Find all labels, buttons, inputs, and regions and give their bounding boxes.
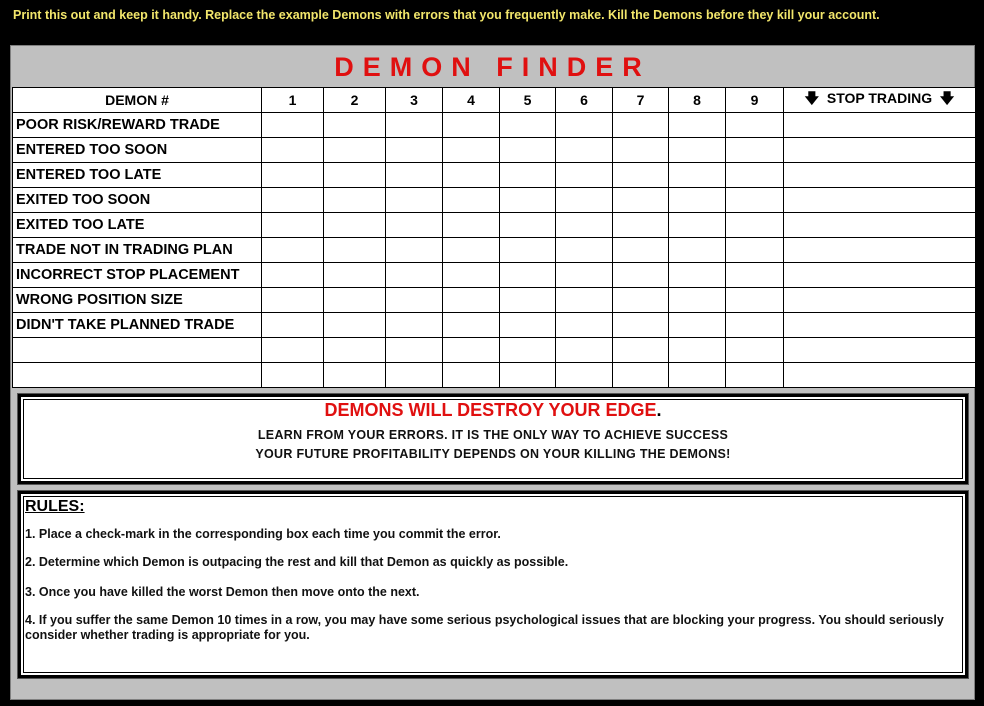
demon-label: EXITED TOO SOON xyxy=(13,188,262,213)
check-cell[interactable] xyxy=(726,138,784,163)
check-cell[interactable] xyxy=(262,138,324,163)
check-cell[interactable] xyxy=(386,188,443,213)
table-row xyxy=(13,138,976,163)
warning-banner xyxy=(18,394,968,484)
table-row xyxy=(13,263,976,288)
check-cell[interactable] xyxy=(324,238,386,263)
check-cell[interactable] xyxy=(613,113,669,138)
check-cell[interactable] xyxy=(386,163,443,188)
check-cell[interactable] xyxy=(669,363,726,388)
check-cell[interactable] xyxy=(262,338,324,363)
instruction-note: Print this out and keep it handy. Replace the example Demons with errors that you frequently make. Kill the Demons before they kill your account. xyxy=(13,8,880,22)
check-cell[interactable] xyxy=(386,138,443,163)
check-cell[interactable] xyxy=(262,113,324,138)
check-cell[interactable] xyxy=(386,238,443,263)
check-cell[interactable] xyxy=(324,338,386,363)
stop-trading-cell[interactable] xyxy=(784,288,976,313)
check-cell[interactable] xyxy=(500,213,556,238)
check-cell[interactable] xyxy=(500,138,556,163)
check-cell[interactable] xyxy=(262,363,324,388)
demon-label: ENTERED TOO LATE xyxy=(13,163,262,188)
check-cell[interactable] xyxy=(726,363,784,388)
header-col-7: 7 xyxy=(613,88,669,113)
table-row xyxy=(13,288,976,313)
stop-trading-cell[interactable] xyxy=(784,213,976,238)
rule-3: 3. Once you have killed the worst Demon then move onto the next. xyxy=(25,585,420,599)
check-cell[interactable] xyxy=(500,188,556,213)
check-cell[interactable] xyxy=(556,113,613,138)
check-cell[interactable] xyxy=(613,338,669,363)
check-cell[interactable] xyxy=(443,338,500,363)
stop-trading-cell[interactable] xyxy=(784,238,976,263)
stop-trading-cell[interactable] xyxy=(784,188,976,213)
check-cell[interactable] xyxy=(386,338,443,363)
demon-label: EXITED TOO LATE xyxy=(13,213,262,238)
check-cell[interactable] xyxy=(324,113,386,138)
check-cell[interactable] xyxy=(556,313,613,338)
check-cell[interactable] xyxy=(443,163,500,188)
check-cell[interactable] xyxy=(613,138,669,163)
header-stop-trading xyxy=(784,88,976,113)
check-cell[interactable] xyxy=(556,363,613,388)
check-cell[interactable] xyxy=(386,313,443,338)
check-cell[interactable] xyxy=(500,313,556,338)
check-cell[interactable] xyxy=(500,288,556,313)
demon-label: INCORRECT STOP PLACEMENT xyxy=(13,263,262,288)
table-row xyxy=(13,213,976,238)
check-cell[interactable] xyxy=(324,138,386,163)
check-cell[interactable] xyxy=(324,263,386,288)
check-cell[interactable] xyxy=(262,163,324,188)
check-cell[interactable] xyxy=(613,213,669,238)
check-cell[interactable] xyxy=(500,263,556,288)
check-cell[interactable] xyxy=(443,238,500,263)
check-cell[interactable] xyxy=(669,213,726,238)
demon-table xyxy=(12,87,976,388)
check-cell[interactable] xyxy=(613,238,669,263)
table-row xyxy=(13,313,976,338)
check-cell[interactable] xyxy=(726,288,784,313)
check-cell[interactable] xyxy=(613,188,669,213)
demon-label xyxy=(13,363,262,388)
header-col-1: 1 xyxy=(262,88,324,113)
check-cell[interactable] xyxy=(500,338,556,363)
banner-title-text: DEMONS WILL DESTROY YOUR EDGE xyxy=(324,400,657,420)
check-cell[interactable] xyxy=(443,263,500,288)
check-cell[interactable] xyxy=(386,113,443,138)
rules-title: RULES: xyxy=(25,498,85,515)
down-arrow-icon: 🡇 xyxy=(804,90,820,106)
stop-trading-cell[interactable] xyxy=(784,263,976,288)
check-cell[interactable] xyxy=(500,363,556,388)
check-cell[interactable] xyxy=(324,363,386,388)
demon-label: TRADE NOT IN TRADING PLAN xyxy=(13,238,262,263)
check-cell[interactable] xyxy=(324,313,386,338)
check-cell[interactable] xyxy=(556,138,613,163)
check-cell[interactable] xyxy=(613,263,669,288)
check-cell[interactable] xyxy=(386,288,443,313)
check-cell[interactable] xyxy=(262,238,324,263)
stop-trading-cell[interactable] xyxy=(784,163,976,188)
rule-4: 4. If you suffer the same Demon 10 times in a row, you may have some serious psychological issues that are blocking your progress. You should seriously consider whether trading is appropriate for you. xyxy=(25,613,944,642)
check-cell[interactable] xyxy=(500,113,556,138)
header-demon-number: DEMON # xyxy=(13,88,262,113)
check-cell[interactable] xyxy=(726,238,784,263)
check-cell[interactable] xyxy=(556,213,613,238)
check-cell[interactable] xyxy=(726,213,784,238)
check-cell[interactable] xyxy=(669,263,726,288)
check-cell[interactable] xyxy=(726,113,784,138)
table-row xyxy=(13,163,976,188)
stop-trading-cell[interactable] xyxy=(784,313,976,338)
check-cell[interactable] xyxy=(556,163,613,188)
banner-title-period: . xyxy=(656,400,662,420)
check-cell[interactable] xyxy=(324,188,386,213)
stop-trading-cell[interactable] xyxy=(784,113,976,138)
check-cell[interactable] xyxy=(669,338,726,363)
table-row xyxy=(13,113,976,138)
table-row xyxy=(13,363,976,388)
rules-box xyxy=(18,491,968,678)
check-cell[interactable] xyxy=(262,213,324,238)
header-col-5: 5 xyxy=(500,88,556,113)
check-cell[interactable] xyxy=(262,313,324,338)
check-cell[interactable] xyxy=(669,288,726,313)
check-cell[interactable] xyxy=(669,238,726,263)
check-cell[interactable] xyxy=(613,288,669,313)
header-col-9: 9 xyxy=(726,88,784,113)
header-col-4: 4 xyxy=(443,88,500,113)
check-cell[interactable] xyxy=(726,163,784,188)
check-cell[interactable] xyxy=(262,188,324,213)
demon-label: POOR RISK/REWARD TRADE xyxy=(13,113,262,138)
check-cell[interactable] xyxy=(556,188,613,213)
stop-trading-cell[interactable] xyxy=(784,338,976,363)
check-cell[interactable] xyxy=(556,338,613,363)
check-cell[interactable] xyxy=(726,188,784,213)
header-col-8: 8 xyxy=(669,88,726,113)
banner-line-2: YOUR FUTURE PROFITABILITY DEPENDS ON YOUR KILLING THE DEMONS! xyxy=(255,447,731,461)
check-cell[interactable] xyxy=(500,238,556,263)
check-cell[interactable] xyxy=(726,263,784,288)
check-cell[interactable] xyxy=(324,163,386,188)
rule-1: 1. Place a check-mark in the corresponding box each time you commit the error. xyxy=(25,527,501,541)
check-cell[interactable] xyxy=(443,313,500,338)
check-cell[interactable] xyxy=(556,288,613,313)
check-cell[interactable] xyxy=(443,363,500,388)
check-cell[interactable] xyxy=(386,363,443,388)
check-cell[interactable] xyxy=(556,263,613,288)
demon-label: DIDN'T TAKE PLANNED TRADE xyxy=(13,313,262,338)
demon-label: ENTERED TOO SOON xyxy=(13,138,262,163)
stop-trading-label: STOP TRADING xyxy=(826,90,933,106)
demon-finder-sheet xyxy=(10,45,975,700)
check-cell[interactable] xyxy=(386,263,443,288)
check-cell[interactable] xyxy=(726,313,784,338)
check-cell[interactable] xyxy=(386,213,443,238)
check-cell[interactable] xyxy=(443,113,500,138)
stop-trading-cell[interactable] xyxy=(784,138,976,163)
header-col-3: 3 xyxy=(386,88,443,113)
sheet-title: DEMON FINDER xyxy=(334,52,651,82)
down-arrow-icon: 🡇 xyxy=(939,90,955,106)
check-cell[interactable] xyxy=(556,238,613,263)
rule-2: 2. Determine which Demon is outpacing the rest and kill that Demon as quickly as possible. xyxy=(25,555,569,569)
check-cell[interactable] xyxy=(500,163,556,188)
table-header-row xyxy=(13,88,976,113)
table-row xyxy=(13,188,976,213)
demon-label xyxy=(13,338,262,363)
check-cell[interactable] xyxy=(443,188,500,213)
check-cell[interactable] xyxy=(613,163,669,188)
check-cell[interactable] xyxy=(613,313,669,338)
stop-trading-cell[interactable] xyxy=(784,363,976,388)
table-row xyxy=(13,238,976,263)
check-cell[interactable] xyxy=(324,213,386,238)
check-cell[interactable] xyxy=(669,188,726,213)
check-cell[interactable] xyxy=(443,288,500,313)
check-cell[interactable] xyxy=(262,263,324,288)
check-cell[interactable] xyxy=(669,163,726,188)
check-cell[interactable] xyxy=(726,338,784,363)
demon-label: WRONG POSITION SIZE xyxy=(13,288,262,313)
check-cell[interactable] xyxy=(443,138,500,163)
banner-line-1: LEARN FROM YOUR ERRORS. IT IS THE ONLY WAY TO ACHIEVE SUCCESS xyxy=(257,428,729,442)
table-row xyxy=(13,338,976,363)
check-cell[interactable] xyxy=(669,113,726,138)
check-cell[interactable] xyxy=(324,288,386,313)
check-cell[interactable] xyxy=(613,363,669,388)
header-col-2: 2 xyxy=(324,88,386,113)
header-col-6: 6 xyxy=(556,88,613,113)
check-cell[interactable] xyxy=(262,288,324,313)
check-cell[interactable] xyxy=(669,313,726,338)
check-cell[interactable] xyxy=(443,213,500,238)
check-cell[interactable] xyxy=(669,138,726,163)
